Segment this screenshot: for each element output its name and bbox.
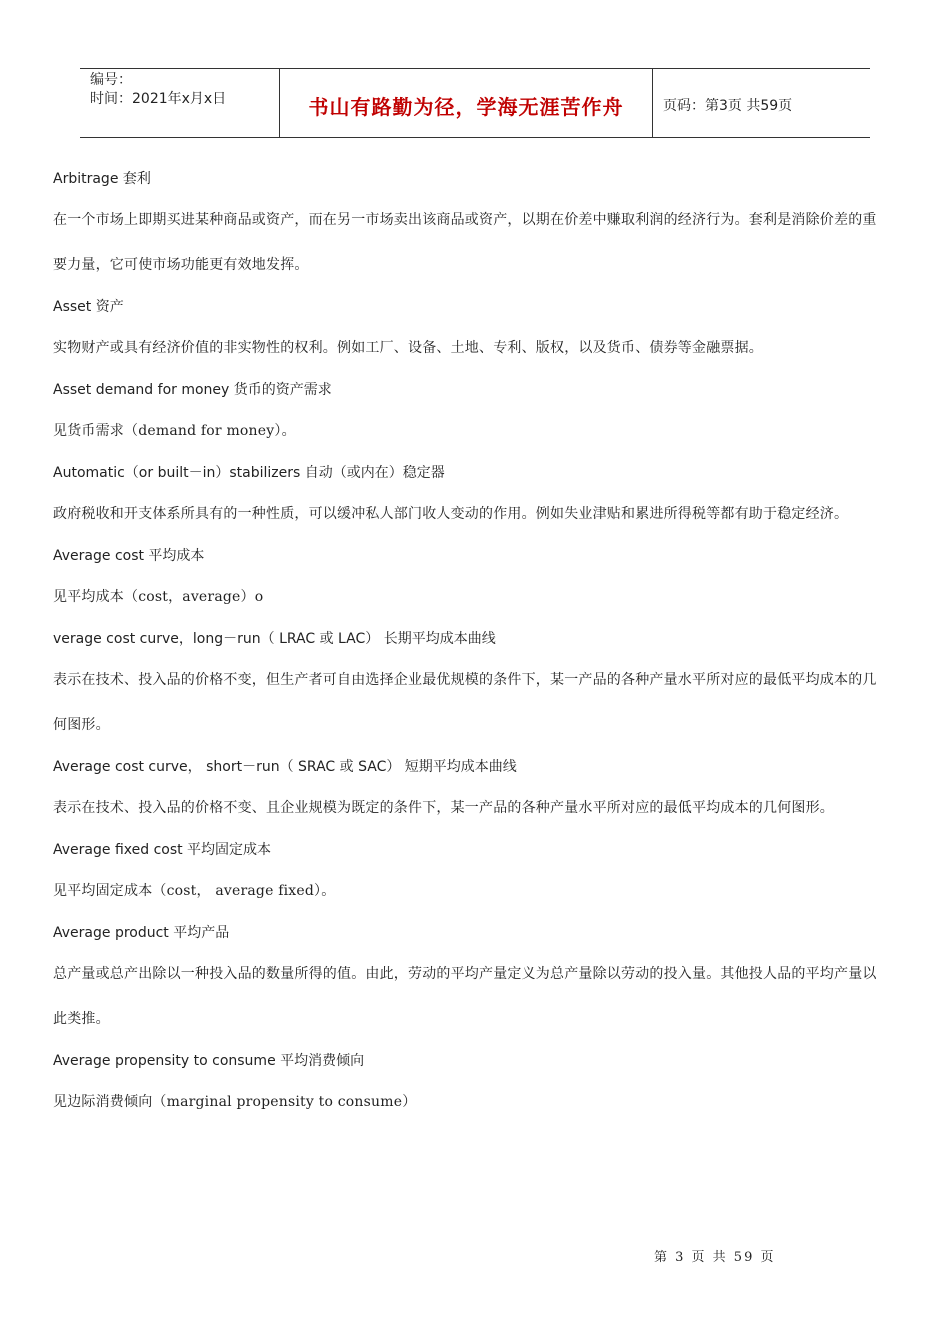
entry-term: Automatic（or built－in）stabilizers 自动（或内在）稳定器	[53, 465, 445, 481]
entry-term: verage cost curve，long－run（ LRAC 或 LAC） 长期平均成本曲线	[53, 631, 496, 647]
header-time-label: 时间：2021年x月x日	[90, 91, 227, 107]
entry-definition: 见货币需求（demand for money）。	[53, 423, 296, 439]
entry-term: Average cost curve， short－run（ SRAC 或 SAC） 短期平均成本曲线	[53, 759, 517, 775]
entry-term: Average propensity to consume 平均消费倾向	[53, 1053, 365, 1069]
glossary-content	[53, 168, 888, 1125]
entry-term: Average product 平均产品	[53, 925, 230, 941]
entry-definition: 见边际消费倾向（marginal propensity to consume）	[53, 1094, 417, 1110]
entry-definition: 见平均成本（cost，average）o	[53, 589, 264, 605]
page-header	[80, 68, 870, 138]
entry-term: Asset demand for money 货币的资产需求	[53, 382, 332, 398]
entry-definition: 实物财产或具有经济价值的非实物性的权利。例如工厂、设备、土地、专利、版权，以及货币、债券等金融票据。	[53, 340, 763, 356]
entry-definition: 政府税收和开支体系所具有的一种性质，可以缓冲私人部门收人变动的作用。例如失业津贴和累进所得税等都有助于稳定经济。	[53, 506, 849, 522]
entry-definition: 表示在技术、投入品的价格不变、且企业规模为既定的条件下，某一产品的各种产量水平所对应的最低平均成本的几何图形。	[53, 800, 834, 816]
entry-term: Average cost 平均成本	[53, 548, 205, 564]
header-meta	[80, 69, 280, 137]
entry-term: Asset 资产	[53, 299, 124, 315]
header-page-label: 页码：第3页 共59页	[663, 98, 793, 114]
entry-definition: 表示在技术、投入品的价格不变，但生产者可自由选择企业最优规模的条件下，某一产品的各种产量水平所对应的最低平均成本的几何图形。	[53, 672, 877, 733]
page-footer: 第 3 页 共 59 页	[654, 1250, 776, 1265]
header-code-label: 编号：	[90, 72, 132, 88]
entry-definition: 总产量或总产出除以一种投入品的数量所得的值。由此，劳动的平均产量定义为总产量除以劳动的投入量。其他投人品的平均产量以此类推。	[53, 966, 877, 1027]
header-motto: 书山有路勤为径，学海无涯苦作舟	[280, 69, 653, 137]
entry-definition: 见平均固定成本（cost， average fixed）。	[53, 883, 336, 899]
entry-definition: 在一个市场上即期买进某种商品或资产，而在另一市场卖出该商品或资产，以期在价差中赚取利润的经济行为。套利是消除价差的重要力量，它可使市场功能更有效地发挥。	[53, 212, 877, 273]
entry-term: Average fixed cost 平均固定成本	[53, 842, 272, 858]
entry-term: Arbitrage 套利	[53, 171, 151, 187]
